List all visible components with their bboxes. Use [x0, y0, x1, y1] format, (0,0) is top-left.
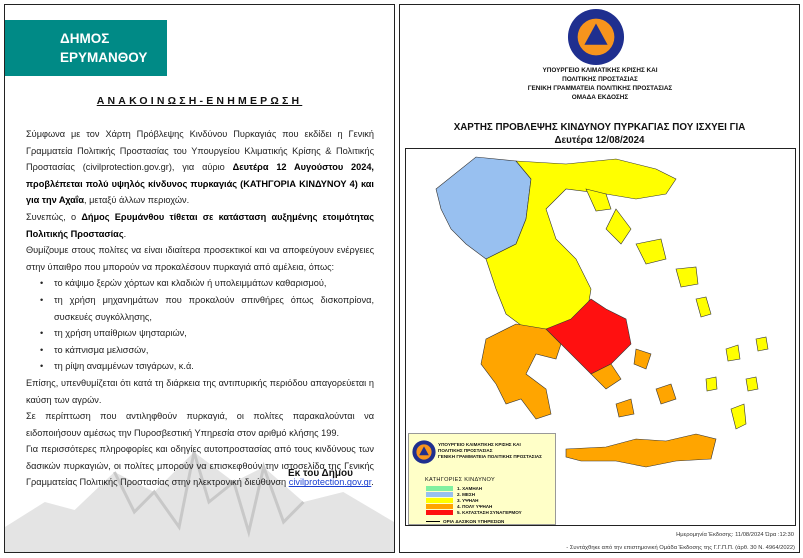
region-very-high-risk: [481, 324, 561, 419]
legend-heading: ΚΑΤΗΓΟΡΙΕΣ ΚΙΝΔΥΝΟΥ: [425, 477, 495, 483]
paragraph: Σύμφωνα με τον Χάρτη Πρόβλεψης Κινδύνου Πυρκαγιάς που εκδίδει η Γενική Γραμματεία Πολιτικής Προστασίας του Υπουργείου Κλιματικής Κρίσης & Πολιτικής Προστασίας (civilprotection.gov.gr), για αύριο Δευτέρα 12 Αυγούστου 2024, προβλέπεται πολύ υψηλός κίνδυνος πυρκαγιάς (ΚΑΤΗΓΟΡΙΑ ΚΙΝΔΥΝΟΥ 4) και για την Αχαΐα, μεταξύ άλλων περιοχών.: [26, 129, 374, 206]
paragraph: Σε περίπτωση που αντιληφθούν πυρκαγιά, οι πολίτες παρακαλούνται να ειδοποιήσουν αμέσως την Πυροσβεστική Υπηρεσία στον αριθμό κλήσης 199.: [26, 411, 374, 438]
legend-item: 3. ΥΨΗΛΗ: [426, 498, 479, 503]
civil-protection-logo-small: [412, 440, 436, 464]
signature: Εκ του Δήμου: [288, 468, 353, 479]
municipality-banner: [5, 20, 167, 76]
paragraph: Για περισσότερες πληροφορίες και οδηγίες αυτοπροστασίας από τους κινδύνους των δασικών πυρκαγιών, οι πολίτες μπορούν να επισκεφθούν την ιστοσελίδα της Γενικής Γραμματείας Πολιτικής Προστασίας στην ηλεκτρονική διεύθυνση civilprotection.gov.gr.: [26, 444, 374, 488]
ministry-header: ΥΠΟΥΡΓΕΙΟ ΚΛΙΜΑΤΙΚΗΣ ΚΡΙΣΗΣ ΚΑΙ ΠΟΛΙΤΙΚΗΣ ΠΡΟΣΤΑΣΙΑΣ ΓΕΝΙΚΗ ΓΡΑΜΜΑΤΕΙΑ ΠΟΛΙΤΙΚΗΣ ΠΡΟΣΤΑΣΙΑΣ ΟΜΑΔΑ ΕΚΔΟΣΗΣ: [527, 67, 673, 101]
legend-boundary: ΟΡΙΑ ΔΑΣΙΚΩΝ ΥΠΗΡΕΣΙΩΝ: [426, 519, 504, 524]
region-high-risk: [586, 189, 698, 287]
issue-date: Ημερομηνία Έκδοσης: 11/08/2024 Ώρα :12:30: [676, 532, 794, 538]
list-item: • τη χρήση υπαίθριων ψησταριών,: [54, 325, 374, 342]
municipality-line: ΕΡΥΜΑΝΘΟΥ: [60, 50, 148, 65]
paragraph: Επίσης, υπενθυμίζεται ότι κατά τη διάρκεια της αντιπυρικής περιόδου απαγορεύεται η καύση των αγρών.: [26, 377, 374, 405]
announcement-panel: [4, 4, 395, 553]
greece-risk-map: [405, 148, 796, 526]
paragraph: Θυμίζουμε στους πολίτες να είναι ιδιαίτερα προσεκτικοί και να αποφεύγουν ενέργειες στην ύπαιθρο που μπορούν να προκαλέσουν πυρκαγιά από αμέλεια, όπως:: [26, 245, 374, 272]
crete-very-high-risk: [566, 434, 716, 467]
map-legend: [408, 433, 556, 525]
map-date: Δευτέρα 12/08/2024: [554, 135, 645, 146]
precautions-list: [54, 275, 374, 375]
credit-line: - Συντάχθηκε από την επιστημονική Ομάδα Έκδοσης της Γ.Γ.Π.Π. (άρθ. 30 Ν. 4964/2022): [566, 545, 795, 551]
municipality-line: ΔΗΜΟΣ: [60, 31, 110, 46]
civil-protection-logo: [567, 8, 625, 66]
legend-item: 2. ΜΕΣΗ: [426, 492, 475, 497]
announcement-body: [26, 126, 374, 491]
list-item: • το κάπνισμα μελισσών,: [54, 342, 374, 359]
list-item: • τη ρίψη αναμμένων τσιγάρων, κ.ά.: [54, 358, 374, 375]
announcement-heading: ΑΝΑΚΟΙΝΩΣΗ-ΕΝΗΜΕΡΩΣΗ: [96, 95, 303, 107]
list-item: • το κάψιμο ξερών χόρτων και κλαδιών ή υπολειμμάτων καθαρισμού,: [54, 275, 374, 292]
paragraph: Συνεπώς, ο Δήμος Ερυμάνθου τίθεται σε κατάσταση αυξημένης ετοιμότητας Πολιτικής Προστασίας.: [26, 211, 374, 239]
legend-item: 1. ΧΑΜΗΛΗ: [426, 486, 482, 491]
legend-item: 5. ΚΑΤΑΣΤΑΣΗ ΣΥΝΑΓΕΡΜΟΥ: [426, 510, 522, 515]
list-item: • τη χρήση μηχανημάτων που προκαλούν σπινθήρες όπως δισκοπρίονα, συσκευές συγκόλλησης,: [54, 292, 374, 325]
region-high-risk: [696, 297, 768, 429]
legend-org: ΥΠΟΥΡΓΕΙΟ ΚΛΙΜΑΤΙΚΗΣ ΚΡΙΣΗΣ ΚΑΙ ΠΟΛΙΤΙΚΗΣ ΠΡΟΣΤΑΣΙΑΣ ΓΕΝΙΚΗ ΓΡΑΜΜΑΤΕΙΑ ΠΟΛΙΤΙΚΗΣ ΠΡΟΣΤΑΣΙΑΣ: [438, 442, 542, 459]
fire-risk-map-panel: [399, 4, 800, 553]
legend-item: 4. ΠΟΛΥ ΥΨΗΛΗ: [426, 504, 492, 509]
civilprotection-link[interactable]: civilprotection.gov.gr: [288, 477, 372, 488]
map-title: ΧΑΡΤΗΣ ΠΡΟΒΛΕΨΗΣ ΚΙΝΔΥΝΟΥ ΠΥΡΚΑΓΙΑΣ ΠΟΥ ΙΣΧΥΕΙ ΓΙΑ Δευτέρα 12/08/2024: [400, 121, 799, 147]
